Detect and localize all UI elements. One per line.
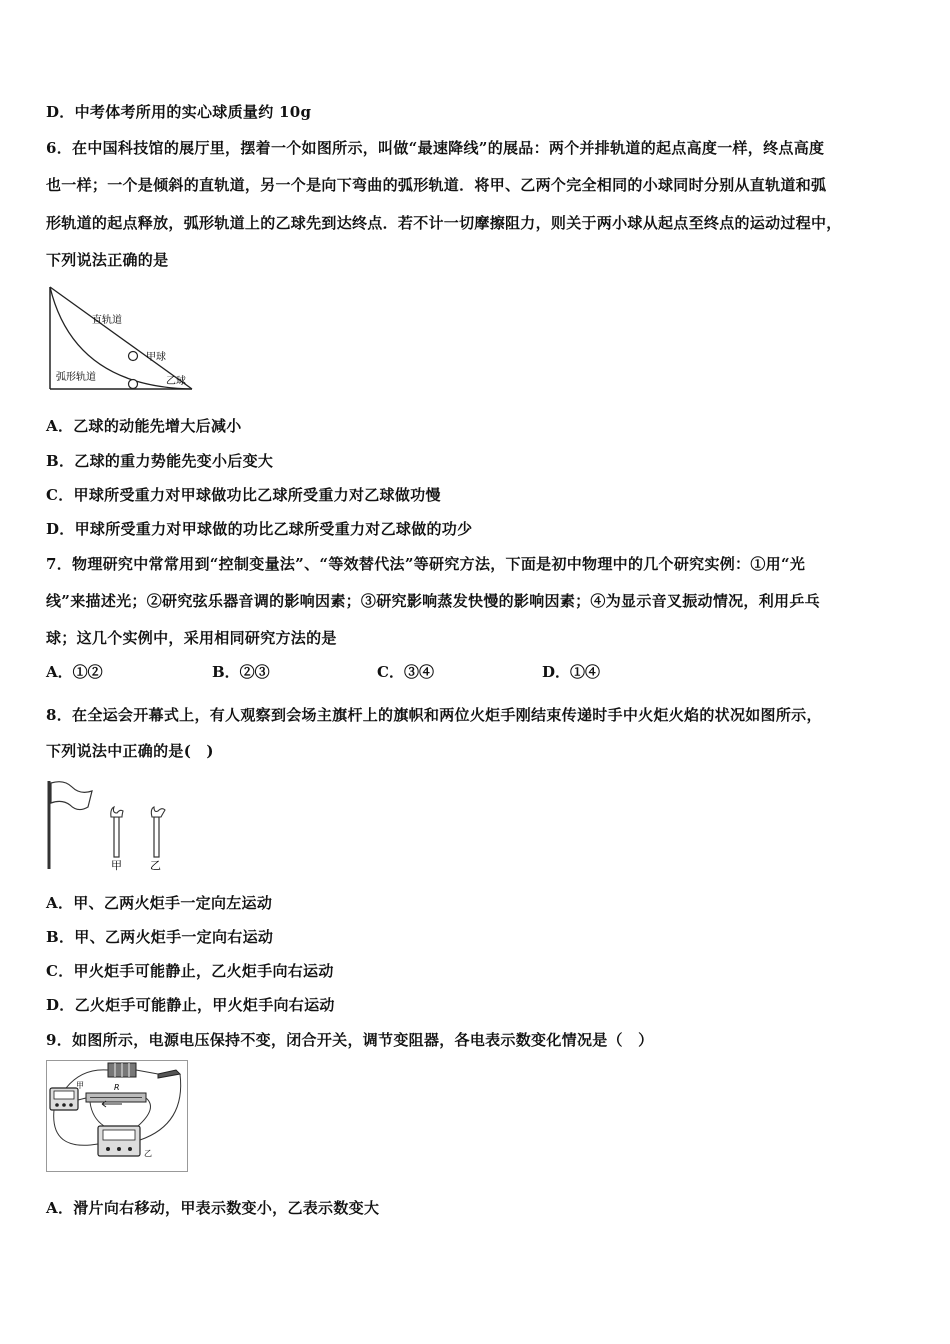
q6-brachistochrone-figure	[46, 283, 196, 395]
q7-stem-line-2: 线”来描述光；②研究弦乐器音调的影响因素；③研究影响蒸发快慢的影响因素；④为显示音叉振动情况，利用乒乓	[46, 592, 820, 610]
q8-flag-torch-figure	[44, 777, 174, 873]
q8-stem-line-2: 下列说法中正确的是( )	[46, 742, 214, 760]
q8-torch-b	[154, 817, 159, 857]
q9-circuit-figure	[46, 1060, 188, 1172]
q6-stem-line-3: 形轨道的起点释放，弧形轨道上的乙球先到达终点．若不计一切摩擦阻力，则关于两小球从起点至终点的运动过程中，	[46, 214, 842, 232]
q6-label-curved-track: 弧形轨道	[56, 372, 96, 383]
q6-option-a: A．乙球的动能先增大后减小	[46, 417, 242, 435]
q8-label-torch-b: 乙	[150, 859, 161, 872]
q6-stem-line-4: 下列说法正确的是	[46, 251, 169, 269]
q7-stem-line-1: 7．物理研究中常常用到“控制变量法”、“等效替代法”等研究方法，下面是初中物理中的几个研究实例：①用“光	[46, 555, 806, 573]
q8-label-torch-a: 甲	[111, 859, 122, 872]
q6-label-ball-a: 甲球	[146, 352, 166, 363]
q6-stem-line-1: 6．在中国科技馆的展厅里，摆着一个如图所示，叫做“最速降线”的展品：两个并排轨道的起点高度一样，终点高度	[46, 139, 825, 157]
q6-ball-a	[129, 352, 138, 361]
q6-option-c: C．甲球所受重力对甲球做功比乙球所受重力对乙球做功慢	[46, 486, 441, 504]
q7-option-c: C．③④	[377, 663, 434, 681]
q9-label-resistor: R	[114, 1083, 120, 1092]
q6-label-ball-b: 乙球	[166, 376, 186, 387]
q8-option-a: A．甲、乙两火炬手一定向左运动	[46, 894, 273, 912]
q7-option-b: B．②③	[212, 663, 270, 681]
q8-option-b: B．甲、乙两火炬手一定向右运动	[46, 928, 274, 946]
q9-label-meter-a: 甲	[76, 1081, 84, 1090]
q6-option-b: B．乙球的重力势能先变小后变大	[46, 452, 274, 470]
q9-label-meter-b: 乙	[144, 1149, 152, 1158]
q8-stem-line-1: 8．在全运会开幕式上，有人观察到会场主旗杆上的旗帜和两位火炬手刚结束传递时手中火炬火焰的状况如图所示，	[46, 706, 822, 724]
q8-flame-b	[151, 807, 165, 817]
q8-option-d: D．乙火炬手可能静止，甲火炬手向右运动	[46, 996, 335, 1014]
q8-torch-a	[114, 817, 119, 857]
q6-label-straight-track: 直轨道	[92, 315, 122, 326]
q7-stem-line-3: 球；这几个实例中，采用相同研究方法的是	[46, 629, 337, 647]
q5-option-d: D．中考体考所用的实心球质量约 10g	[46, 103, 312, 121]
q9-stem-line-1: 9．如图所示，电源电压保持不变，闭合开关，调节变阻器，各电表示数变化情况是（ ）	[46, 1031, 654, 1049]
q6-option-d: D．甲球所受重力对甲球做的功比乙球所受重力对乙球做的功少	[46, 520, 473, 538]
q8-option-c: C．甲火炬手可能静止，乙火炬手向右运动	[46, 962, 334, 980]
q8-flame-a	[111, 807, 123, 817]
q7-option-a: A．①②	[46, 663, 103, 681]
q8-flag	[51, 782, 92, 810]
q6-stem-line-2: 也一样；一个是倾斜的直轨道，另一个是向下弯曲的弧形轨道．将甲、乙两个完全相同的小球同时分别从直轨道和弧	[46, 176, 827, 194]
q6-ball-b	[129, 380, 138, 389]
q7-option-d: D．①④	[542, 663, 601, 681]
q9-option-a: A．滑片向右移动，甲表示数变小，乙表示数变大	[46, 1199, 380, 1217]
